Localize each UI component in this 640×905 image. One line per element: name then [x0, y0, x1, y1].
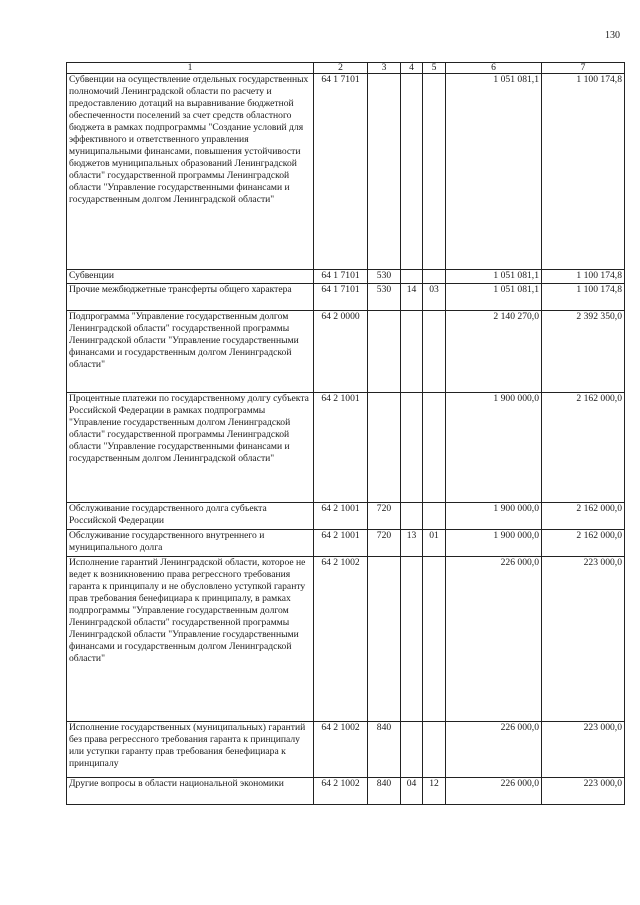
row-col4	[401, 557, 423, 722]
row-col3	[368, 74, 401, 270]
row-value-6: 226 000,0	[446, 778, 542, 805]
row-name: Обслуживание государственного внутреннего и муниципального долга	[67, 530, 314, 557]
row-col3: 840	[368, 722, 401, 778]
row-value-7: 1 100 174,8	[542, 270, 625, 284]
column-header: 5	[423, 63, 446, 74]
row-col5	[423, 393, 446, 503]
row-code: 64 1 7101	[314, 270, 368, 284]
row-value-7: 2 162 000,0	[542, 530, 625, 557]
row-col5: 12	[423, 778, 446, 805]
table-row	[67, 503, 625, 530]
table-row	[67, 284, 625, 311]
row-col5	[423, 311, 446, 393]
row-code: 64 2 1001	[314, 530, 368, 557]
row-value-7: 1 100 174,8	[542, 284, 625, 311]
row-value-6: 1 900 000,0	[446, 393, 542, 503]
row-name: Субвенции на осуществление отдельных государственных полномочий Ленинградской области по расчету и предоставлению дотаций на выравнивание бюджетной обеспеченности поселений за счет средств областного бюджета в рамках подпрограммы "Создание условий для эффективного и ответственного управления муниципальными финансами, повышения устойчивости бюджетов муниципальных образований Ленинградской области" государственной программы Ленинградской области "Управление государственными финансами и государственным долгом Ленинградской области"	[67, 74, 314, 270]
row-col5	[423, 557, 446, 722]
row-col4	[401, 393, 423, 503]
row-value-7: 2 392 350,0	[542, 311, 625, 393]
row-value-7: 2 162 000,0	[542, 393, 625, 503]
row-value-6: 1 900 000,0	[446, 503, 542, 530]
row-name: Обслуживание государственного долга субъекта Российской Федерации	[67, 503, 314, 530]
row-code: 64 2 1001	[314, 503, 368, 530]
table-row	[67, 74, 625, 270]
row-col5	[423, 74, 446, 270]
row-code: 64 2 0000	[314, 311, 368, 393]
row-code: 64 2 1002	[314, 722, 368, 778]
row-col3: 720	[368, 530, 401, 557]
row-col5	[423, 270, 446, 284]
row-col4: 14	[401, 284, 423, 311]
row-code: 64 1 7101	[314, 74, 368, 270]
column-header: 3	[368, 63, 401, 74]
row-col4	[401, 270, 423, 284]
row-col5	[423, 722, 446, 778]
row-value-6: 1 051 081,1	[446, 74, 542, 270]
table-row	[67, 557, 625, 722]
row-value-6: 2 140 270,0	[446, 311, 542, 393]
row-value-7: 223 000,0	[542, 778, 625, 805]
row-col3	[368, 311, 401, 393]
row-col4: 13	[401, 530, 423, 557]
row-col4: 04	[401, 778, 423, 805]
column-header: 4	[401, 63, 423, 74]
row-col3	[368, 557, 401, 722]
column-number-row	[67, 63, 625, 74]
row-col3	[368, 393, 401, 503]
row-col4	[401, 74, 423, 270]
table-row	[67, 778, 625, 805]
row-name: Процентные платежи по государственному долгу субъекта Российской Федерации в рамках подпрограммы "Управление государственным долгом Ленинградской области" государственной программы Ленинградской области "Управление государственными финансами и государственным долгом Ленинградской области"	[67, 393, 314, 503]
row-col4	[401, 311, 423, 393]
column-header: 2	[314, 63, 368, 74]
row-value-7: 1 100 174,8	[542, 74, 625, 270]
row-col5: 03	[423, 284, 446, 311]
row-value-7: 2 162 000,0	[542, 503, 625, 530]
row-col3: 720	[368, 503, 401, 530]
table-row	[67, 311, 625, 393]
row-value-6: 1 051 081,1	[446, 284, 542, 311]
row-code: 64 2 1002	[314, 778, 368, 805]
budget-table	[66, 62, 625, 805]
page-number: 130	[605, 30, 620, 41]
row-col3: 530	[368, 270, 401, 284]
row-value-6: 226 000,0	[446, 557, 542, 722]
table-row	[67, 530, 625, 557]
row-col3: 840	[368, 778, 401, 805]
row-code: 64 2 1002	[314, 557, 368, 722]
row-value-6: 1 051 081,1	[446, 270, 542, 284]
row-value-6: 226 000,0	[446, 722, 542, 778]
row-name: Субвенции	[67, 270, 314, 284]
row-value-6: 1 900 000,0	[446, 530, 542, 557]
row-value-7: 223 000,0	[542, 557, 625, 722]
column-header: 7	[542, 63, 625, 74]
table-row	[67, 270, 625, 284]
column-header: 1	[67, 63, 314, 74]
row-code: 64 1 7101	[314, 284, 368, 311]
row-col5	[423, 503, 446, 530]
row-code: 64 2 1001	[314, 393, 368, 503]
table-row	[67, 722, 625, 778]
row-name: Подпрограмма "Управление государственным долгом Ленинградской области" государственной программы Ленинградской области "Управление государственными финансами и государственным долгом Ленинградской области"	[67, 311, 314, 393]
row-col4	[401, 503, 423, 530]
row-col3: 530	[368, 284, 401, 311]
row-name: Прочие межбюджетные трансферты общего характера	[67, 284, 314, 311]
row-name: Исполнение гарантий Ленинградской области, которое не ведет к возникновению права регрессного требования гаранта к принципалу и не обусловлено уступкой гаранту прав требования бенефициара к принципалу, в рамках подпрограммы "Управление государственным долгом Ленинградской области" государственной программы Ленинградской области "Управление государственными финансами и государственным долгом Ленинградской области"	[67, 557, 314, 722]
row-col5: 01	[423, 530, 446, 557]
row-col4	[401, 722, 423, 778]
row-value-7: 223 000,0	[542, 722, 625, 778]
row-name: Исполнение государственных (муниципальных) гарантий без права регрессного требования гаранта к принципалу или уступки гаранту прав требования бенефициара к принципалу	[67, 722, 314, 778]
column-header: 6	[446, 63, 542, 74]
table-row	[67, 393, 625, 503]
row-name: Другие вопросы в области национальной экономики	[67, 778, 314, 805]
